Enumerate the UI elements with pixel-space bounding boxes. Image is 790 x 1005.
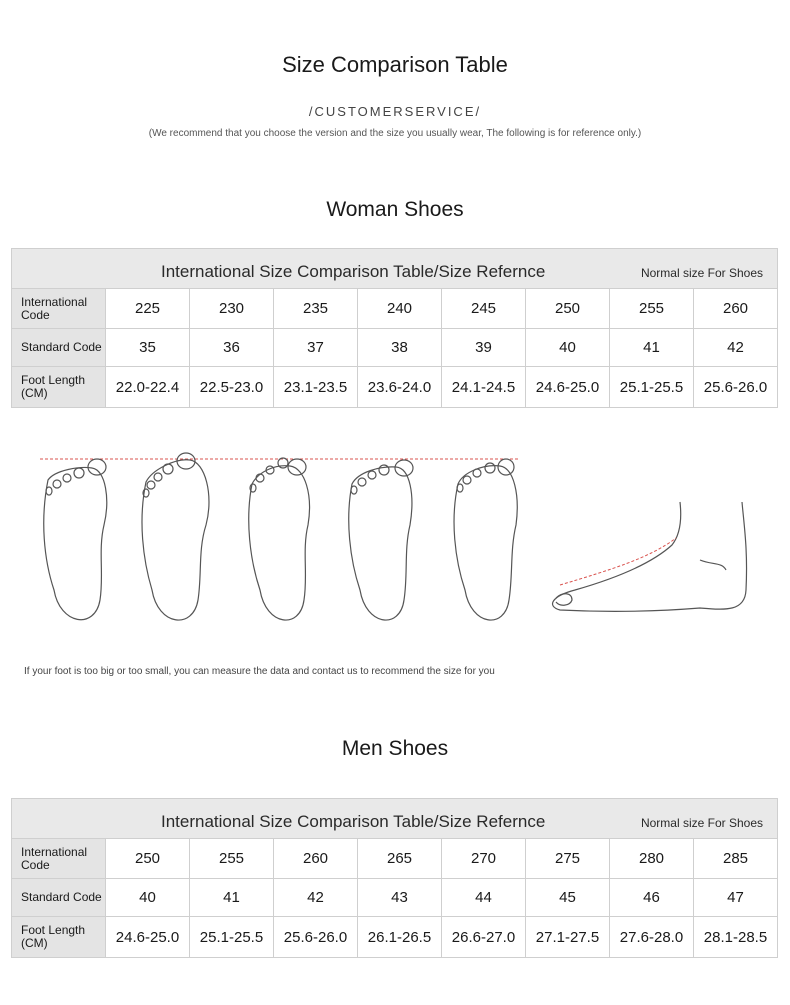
measurement-note: If your foot is too big or too small, you can measure the data and contact us to recommend the size for you (24, 666, 495, 677)
table-cell: 39 (442, 329, 526, 367)
table-row (12, 289, 778, 329)
foot-side-view (553, 502, 747, 611)
row-label-international-code: International Code (12, 839, 106, 879)
table-cell: 37 (274, 329, 358, 367)
men-section-title: Men Shoes (341, 737, 449, 760)
row-label-international-code: International Code (12, 289, 106, 329)
table-cell: 255 (190, 839, 274, 879)
table-cell: 25.6-26.0 (694, 367, 778, 408)
table-cell: 41 (610, 329, 694, 367)
women-table-note: Normal size For Shoes (640, 266, 763, 280)
table-cell: 41 (190, 879, 274, 917)
page-title: Size Comparison Table (282, 52, 508, 77)
table-cell: 22.0-22.4 (106, 367, 190, 408)
table-cell: 38 (358, 329, 442, 367)
table-cell: 260 (274, 839, 358, 879)
table-cell: 26.6-27.0 (442, 917, 526, 958)
row-label-foot-length: Foot Length (CM) (12, 367, 106, 408)
table-cell: 26.1-26.5 (358, 917, 442, 958)
foot-outline-1 (44, 459, 107, 620)
men-size-table (11, 798, 778, 958)
table-cell: 36 (190, 329, 274, 367)
table-cell: 255 (610, 289, 694, 329)
table-cell: 24.1-24.5 (442, 367, 526, 408)
table-cell: 46 (610, 879, 694, 917)
table-cell: 275 (526, 839, 610, 879)
row-label-standard-code: Standard Code (12, 329, 106, 367)
table-cell: 42 (694, 329, 778, 367)
table-cell: 280 (610, 839, 694, 879)
table-row (12, 917, 778, 958)
foot-outline-5 (454, 459, 517, 620)
side-measure-line (560, 538, 676, 585)
women-table-header (12, 249, 778, 289)
table-cell: 260 (694, 289, 778, 329)
table-cell: 40 (106, 879, 190, 917)
table-cell: 285 (694, 839, 778, 879)
table-cell: 240 (358, 289, 442, 329)
table-cell: 27.6-28.0 (610, 917, 694, 958)
table-cell: 35 (106, 329, 190, 367)
table-cell: 230 (190, 289, 274, 329)
table-cell: 28.1-28.5 (694, 917, 778, 958)
foot-outline-2 (142, 453, 209, 620)
recommendation-text: (We recommend that you choose the version and the size you usually wear, The following is for reference only.) (148, 128, 642, 139)
table-row (12, 329, 778, 367)
foot-outline-3 (249, 458, 310, 620)
row-label-standard-code: Standard Code (12, 879, 106, 917)
table-cell: 24.6-25.0 (526, 367, 610, 408)
table-cell: 44 (442, 879, 526, 917)
men-table-note: Normal size For Shoes (640, 816, 763, 830)
table-cell: 27.1-27.5 (526, 917, 610, 958)
table-cell: 45 (526, 879, 610, 917)
table-cell: 250 (526, 289, 610, 329)
table-cell: 250 (106, 839, 190, 879)
women-section-title: Woman Shoes (326, 198, 464, 221)
table-cell: 43 (358, 879, 442, 917)
men-table-header (12, 799, 778, 839)
table-cell: 265 (358, 839, 442, 879)
table-row (12, 367, 778, 408)
table-cell: 40 (526, 329, 610, 367)
table-cell: 25.1-25.5 (610, 367, 694, 408)
men-table-title: International Size Comparison Table/Size Refernce (161, 812, 546, 831)
table-row (12, 879, 778, 917)
foot-outline-4 (349, 460, 413, 620)
table-cell: 42 (274, 879, 358, 917)
table-cell: 25.6-26.0 (274, 917, 358, 958)
foot-measurement-illustration (0, 440, 790, 645)
table-cell: 245 (442, 289, 526, 329)
table-cell: 22.5-23.0 (190, 367, 274, 408)
table-cell: 24.6-25.0 (106, 917, 190, 958)
table-cell: 225 (106, 289, 190, 329)
table-cell: 23.6-24.0 (358, 367, 442, 408)
table-cell: 270 (442, 839, 526, 879)
women-table-title: International Size Comparison Table/Size Refernce (161, 262, 546, 281)
women-size-table (11, 248, 778, 408)
table-cell: 23.1-23.5 (274, 367, 358, 408)
table-cell: 235 (274, 289, 358, 329)
table-cell: 47 (694, 879, 778, 917)
customer-service-label: /CUSTOMERSERVICE/ (308, 104, 482, 119)
row-label-foot-length: Foot Length (CM) (12, 917, 106, 958)
table-row (12, 839, 778, 879)
table-cell: 25.1-25.5 (190, 917, 274, 958)
